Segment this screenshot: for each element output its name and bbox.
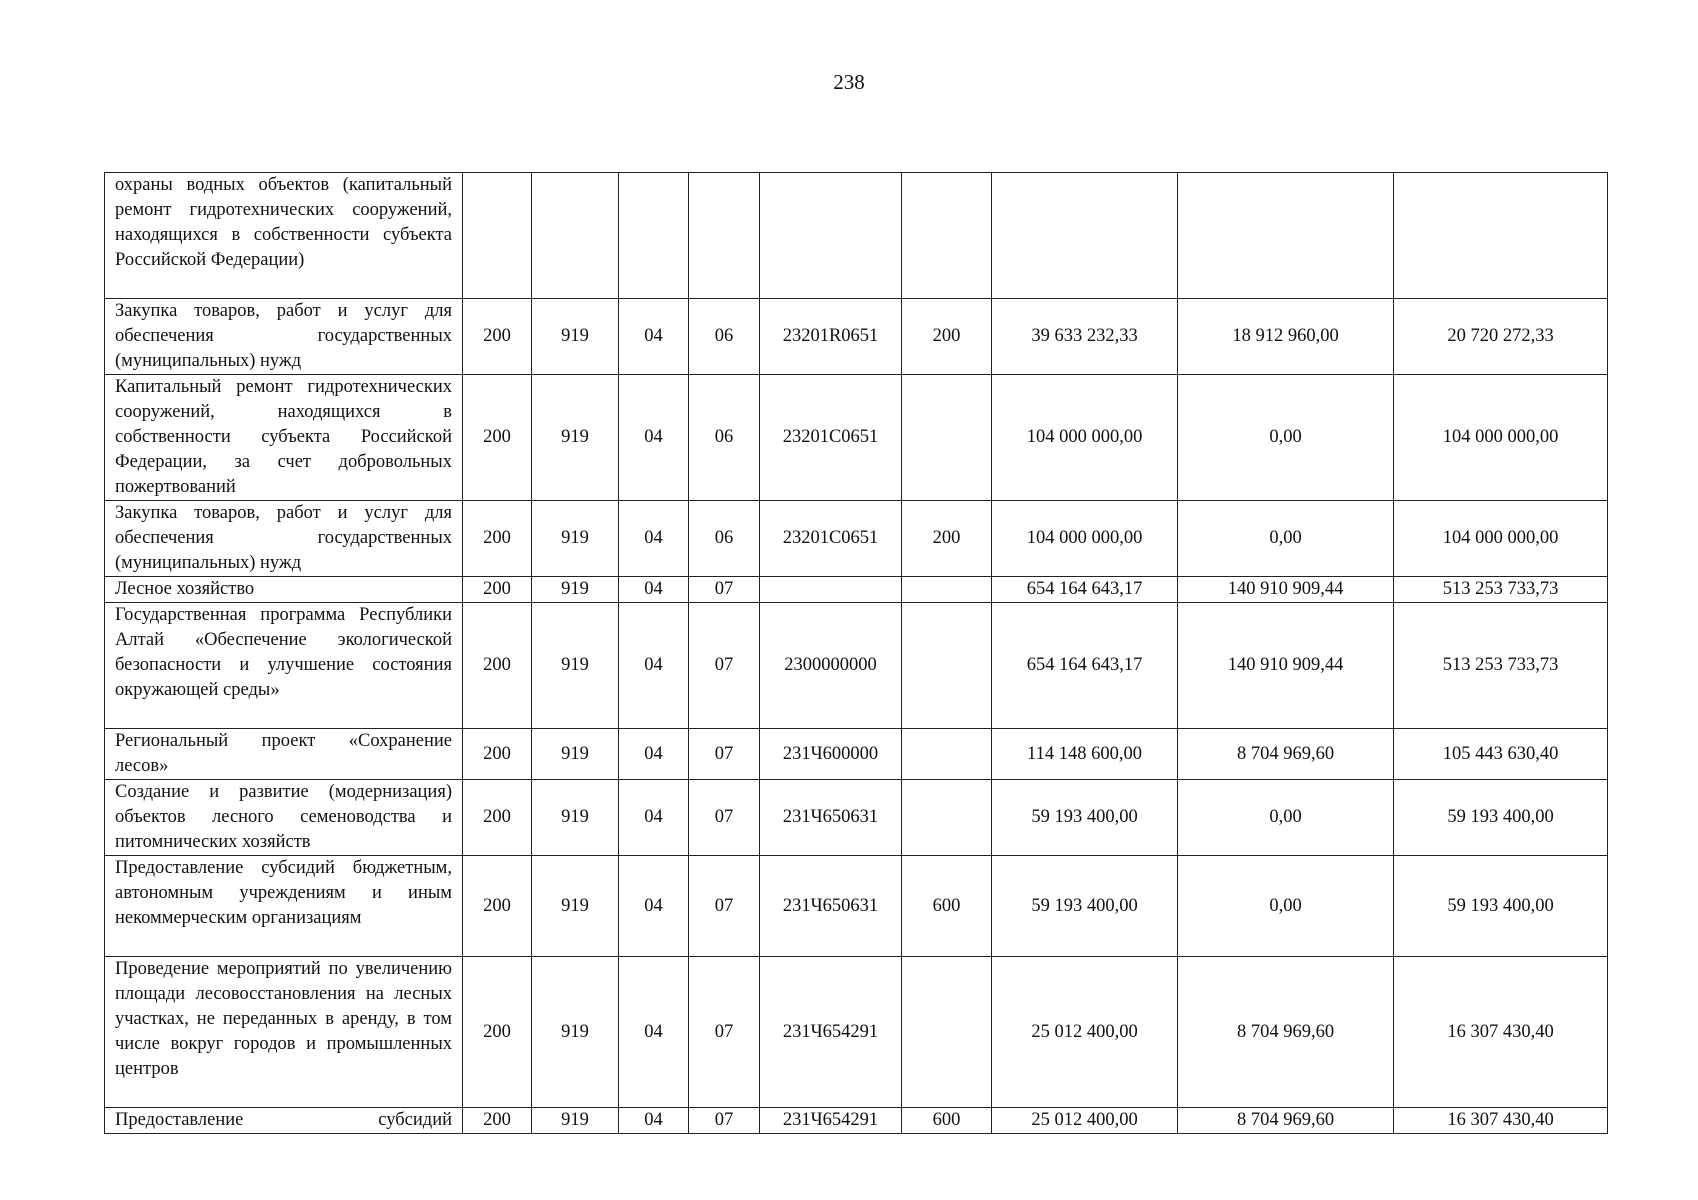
cell-code4: 07: [689, 603, 760, 729]
cell-amount2: 0,00: [1178, 501, 1394, 577]
cell-code4: 06: [689, 299, 760, 375]
cell-code4: 07: [689, 1108, 760, 1134]
cell-amount2: 0,00: [1178, 375, 1394, 501]
cell-code1: 200: [463, 729, 532, 780]
cell-code2: 919: [532, 375, 619, 501]
cell-code5: 231Ч654291: [760, 1108, 902, 1134]
cell-amount1: 25 012 400,00: [992, 957, 1178, 1108]
row-description: Проведение мероприятий по увеличению площади лесовосстановления на лесных участках, не переданных в аренду, в том числе вокруг городов и промышленных центров: [105, 957, 463, 1108]
cell-amount3: 59 193 400,00: [1394, 856, 1608, 957]
cell-code1: [463, 173, 532, 299]
table-row: [105, 501, 1608, 577]
cell-amount2: 0,00: [1178, 856, 1394, 957]
cell-code6: [902, 375, 992, 501]
cell-amount1: 104 000 000,00: [992, 501, 1178, 577]
cell-amount2: 0,00: [1178, 780, 1394, 856]
cell-code4: 07: [689, 780, 760, 856]
cell-code2: 919: [532, 780, 619, 856]
cell-amount1: 104 000 000,00: [992, 375, 1178, 501]
cell-code3: 04: [619, 603, 689, 729]
cell-code5: 23201R0651: [760, 299, 902, 375]
cell-amount2: 8 704 969,60: [1178, 729, 1394, 780]
row-description: охраны водных объектов (капитальный ремонт гидротехнических сооружений, находящихся в собственности субъекта Российской Федерации): [105, 173, 463, 299]
row-description: Закупка товаров, работ и услуг для обеспечения государственных (муниципальных) нужд: [105, 299, 463, 375]
table-row: [105, 957, 1608, 1108]
table-row: [105, 603, 1608, 729]
cell-code1: 200: [463, 957, 532, 1108]
cell-amount3: 104 000 000,00: [1394, 501, 1608, 577]
row-description: Закупка товаров, работ и услуг для обеспечения государственных (муниципальных) нужд: [105, 501, 463, 577]
cell-code2: 919: [532, 957, 619, 1108]
cell-amount3: [1394, 173, 1608, 299]
row-description: Государственная программа Республики Алтай «Обеспечение экологической безопасности и улучшение состояния окружающей среды»: [105, 603, 463, 729]
cell-amount3: 16 307 430,40: [1394, 957, 1608, 1108]
cell-amount3: 20 720 272,33: [1394, 299, 1608, 375]
cell-amount1: 39 633 232,33: [992, 299, 1178, 375]
cell-amount1: 114 148 600,00: [992, 729, 1178, 780]
cell-code1: 200: [463, 501, 532, 577]
cell-code2: 919: [532, 299, 619, 375]
cell-code2: 919: [532, 603, 619, 729]
cell-amount2: 18 912 960,00: [1178, 299, 1394, 375]
cell-amount3: 59 193 400,00: [1394, 780, 1608, 856]
cell-code5: 2300000000: [760, 603, 902, 729]
cell-code4: 06: [689, 501, 760, 577]
cell-code1: 200: [463, 1108, 532, 1134]
cell-amount1: 59 193 400,00: [992, 856, 1178, 957]
row-description: Создание и развитие (модернизация) объектов лесного семеноводства и питомнических хозяйств: [105, 780, 463, 856]
cell-amount2: [1178, 173, 1394, 299]
cell-code5: 231Ч650631: [760, 856, 902, 957]
cell-amount1: [992, 173, 1178, 299]
cell-amount1: 654 164 643,17: [992, 603, 1178, 729]
cell-code4: 06: [689, 375, 760, 501]
cell-code2: 919: [532, 1108, 619, 1134]
cell-amount3: 513 253 733,73: [1394, 577, 1608, 603]
table-row: [105, 375, 1608, 501]
cell-code1: 200: [463, 603, 532, 729]
cell-amount3: 105 443 630,40: [1394, 729, 1608, 780]
cell-code3: 04: [619, 501, 689, 577]
row-description: Капитальный ремонт гидротехнических сооружений, находящихся в собственности субъекта Российской Федерации, за счет добровольных пожертвований: [105, 375, 463, 501]
table-row: [105, 299, 1608, 375]
cell-code5: [760, 577, 902, 603]
cell-code6: 600: [902, 856, 992, 957]
cell-amount1: 59 193 400,00: [992, 780, 1178, 856]
cell-code5: [760, 173, 902, 299]
cell-code5: 231Ч600000: [760, 729, 902, 780]
cell-code5: 23201С0651: [760, 375, 902, 501]
cell-code1: 200: [463, 375, 532, 501]
cell-code3: 04: [619, 299, 689, 375]
cell-amount1: 654 164 643,17: [992, 577, 1178, 603]
cell-code6: [902, 780, 992, 856]
cell-amount3: 16 307 430,40: [1394, 1108, 1608, 1134]
cell-code4: [689, 173, 760, 299]
cell-code2: 919: [532, 577, 619, 603]
table-row: [105, 577, 1608, 603]
cell-code1: 200: [463, 780, 532, 856]
budget-table: [104, 172, 1608, 1134]
table-row: [105, 780, 1608, 856]
cell-amount1: 25 012 400,00: [992, 1108, 1178, 1134]
row-description: Предоставление субсидий: [105, 1108, 463, 1134]
cell-amount3: 513 253 733,73: [1394, 603, 1608, 729]
cell-code4: 07: [689, 957, 760, 1108]
row-description: Предоставление субсидий бюджетным, автономным учреждениям и иным некоммерческим организациям: [105, 856, 463, 957]
cell-code3: 04: [619, 1108, 689, 1134]
cell-code1: 200: [463, 577, 532, 603]
cell-code3: 04: [619, 729, 689, 780]
cell-code6: 200: [902, 501, 992, 577]
cell-code2: [532, 173, 619, 299]
cell-code1: 200: [463, 299, 532, 375]
table-row: [105, 1108, 1608, 1134]
cell-code6: [902, 173, 992, 299]
cell-code6: [902, 729, 992, 780]
cell-code4: 07: [689, 729, 760, 780]
table-row: [105, 729, 1608, 780]
cell-code3: 04: [619, 957, 689, 1108]
cell-code5: 23201С0651: [760, 501, 902, 577]
row-description: Лесное хозяйство: [105, 577, 463, 603]
cell-code3: 04: [619, 375, 689, 501]
table-row: [105, 856, 1608, 957]
cell-code3: 04: [619, 856, 689, 957]
cell-code4: 07: [689, 577, 760, 603]
cell-code6: [902, 577, 992, 603]
cell-code2: 919: [532, 856, 619, 957]
cell-code6: 600: [902, 1108, 992, 1134]
cell-amount2: 8 704 969,60: [1178, 957, 1394, 1108]
cell-amount2: 8 704 969,60: [1178, 1108, 1394, 1134]
cell-code4: 07: [689, 856, 760, 957]
table-row: [105, 173, 1608, 299]
cell-code2: 919: [532, 501, 619, 577]
cell-code6: [902, 603, 992, 729]
cell-code1: 200: [463, 856, 532, 957]
row-description: Региональный проект «Сохранение лесов»: [105, 729, 463, 780]
cell-code3: [619, 173, 689, 299]
page-number: 238: [833, 70, 865, 94]
cell-amount3: 104 000 000,00: [1394, 375, 1608, 501]
cell-amount2: 140 910 909,44: [1178, 577, 1394, 603]
cell-code5: 231Ч654291: [760, 957, 902, 1108]
cell-code6: [902, 957, 992, 1108]
cell-amount2: 140 910 909,44: [1178, 603, 1394, 729]
cell-code2: 919: [532, 729, 619, 780]
cell-code6: 200: [902, 299, 992, 375]
cell-code3: 04: [619, 577, 689, 603]
cell-code3: 04: [619, 780, 689, 856]
cell-code5: 231Ч650631: [760, 780, 902, 856]
